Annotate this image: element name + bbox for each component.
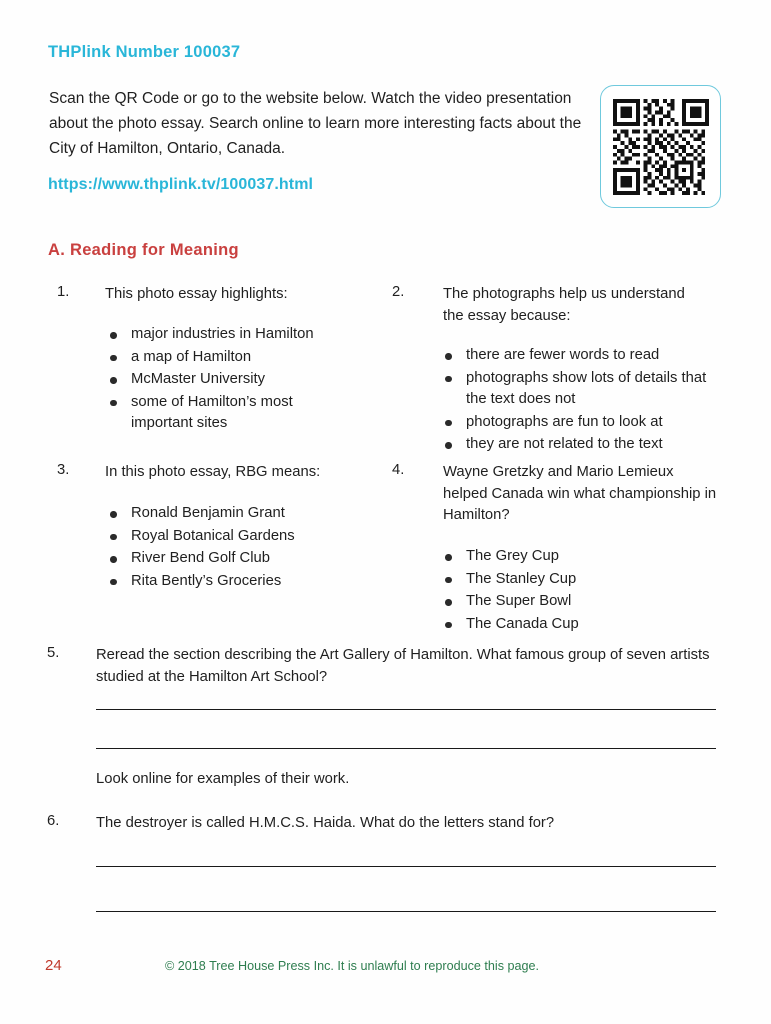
option-item[interactable]: photographs are fun to look at <box>443 412 718 434</box>
question-2-options <box>443 345 718 457</box>
question-1-options <box>108 324 358 436</box>
question-2-stem: The photographs help us understand the essay because: <box>443 286 685 324</box>
option-item[interactable]: Rita Bently’s Groceries <box>108 571 358 593</box>
question-3-number: 3. <box>57 462 70 478</box>
option-item[interactable]: a map of Hamilton <box>108 347 358 369</box>
option-item[interactable]: some of Hamilton’s most important sites <box>108 392 358 435</box>
option-item[interactable]: The Grey Cup <box>443 546 693 568</box>
answer-line[interactable] <box>96 911 716 912</box>
option-item[interactable]: Ronald Benjamin Grant <box>108 503 358 525</box>
question-4-options <box>443 546 693 636</box>
question-1-stem: This photo essay highlights: <box>105 286 288 302</box>
question-1-number: 1. <box>57 284 70 300</box>
question-6-number: 6. <box>47 813 60 829</box>
option-item[interactable]: photographs show lots of details that the text does not <box>443 368 718 411</box>
question-2-number: 2. <box>392 284 405 300</box>
qr-code-icon <box>613 99 709 195</box>
option-item[interactable]: The Canada Cup <box>443 614 693 636</box>
page-number: 24 <box>45 957 62 974</box>
option-item[interactable]: River Bend Golf Club <box>108 548 358 570</box>
option-item[interactable]: McMaster University <box>108 369 358 391</box>
option-item[interactable]: The Stanley Cup <box>443 569 693 591</box>
option-item[interactable]: major industries in Hamilton <box>108 324 358 346</box>
answer-line[interactable] <box>96 748 716 749</box>
question-4-number: 4. <box>392 462 405 478</box>
option-item[interactable]: there are fewer words to read <box>443 345 718 367</box>
thplink-url-link[interactable]: https://www.thplink.tv/100037.html <box>48 176 314 193</box>
question-6-stem: The destroyer is called H.M.C.S. Haida. What do the letters stand for? <box>96 815 555 831</box>
thplink-number-title: THPlink Number 100037 <box>48 43 241 61</box>
option-item[interactable]: they are not related to the text <box>443 434 718 456</box>
option-item[interactable]: The Super Bowl <box>443 591 693 613</box>
option-item[interactable]: Royal Botanical Gardens <box>108 526 358 548</box>
question-5-number: 5. <box>47 645 60 661</box>
question-5-note: Look online for examples of their work. <box>96 771 350 787</box>
copyright-notice: © 2018 Tree House Press Inc. It is unlawful to reproduce this page. <box>165 959 539 973</box>
section-heading-reading-for-meaning: A. Reading for Meaning <box>48 241 239 259</box>
question-3-stem: In this photo essay, RBG means: <box>105 464 321 480</box>
qr-code-frame[interactable] <box>600 85 721 208</box>
intro-paragraph: Scan the QR Code or go to the website below. Watch the video presentation about the photo essay. Search online to learn more interesting facts about the City of Hamilton, Ontario, Canada. <box>49 90 582 157</box>
question-3-options <box>108 503 358 593</box>
answer-line[interactable] <box>96 866 716 867</box>
question-5-stem: Reread the section describing the Art Gallery of Hamilton. What famous group of seven artists studied at the Hamilton Art School? <box>96 647 710 685</box>
question-4-stem: Wayne Gretzky and Mario Lemieux helped Canada win what championship in Hamilton? <box>443 464 717 523</box>
answer-line[interactable] <box>96 709 716 710</box>
